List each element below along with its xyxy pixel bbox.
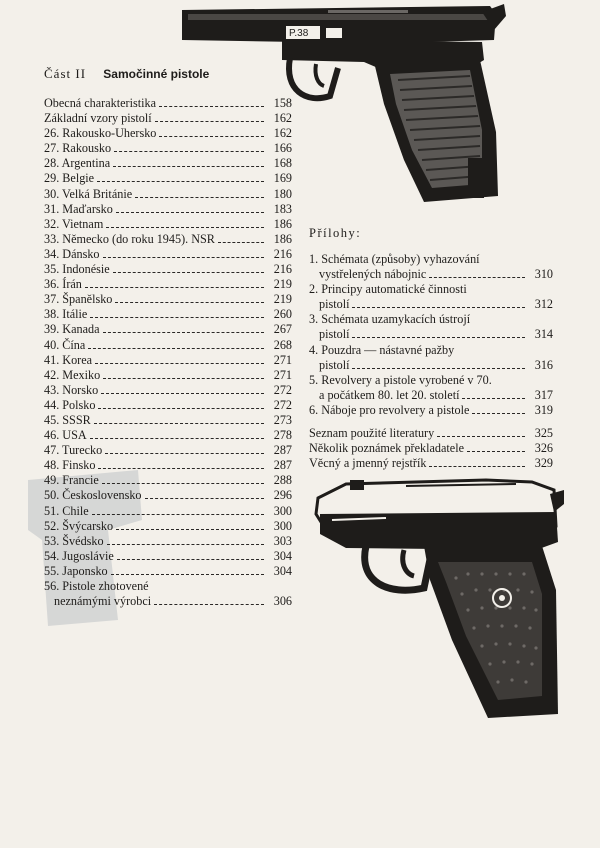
toc-entry: 49. Francie 288 <box>44 473 292 488</box>
toc-entry: 38. Itálie 260 <box>44 307 292 322</box>
appendix-entry: 2. Principy automatické činnosti <box>309 282 467 297</box>
pistol-illustration <box>306 470 566 720</box>
toc-entry: 44. Polsko 272 <box>44 397 292 412</box>
appendix-entry-continuation: pistolí 314 <box>319 327 553 342</box>
toc-entry: 40. Čína 268 <box>44 337 292 352</box>
toc-entry: Obecná charakteristika 158 <box>44 96 292 110</box>
toc-entry: 51. Chile 300 <box>44 503 292 518</box>
toc-entry: 56. Pistole zhotovené <box>44 579 149 593</box>
toc-entry-index: Věcný a jmenný rejstřík 329 <box>309 456 553 471</box>
toc-entry: 31. Maďarsko 183 <box>44 201 292 216</box>
toc-entry: 52. Švýcarsko 300 <box>44 518 292 533</box>
toc-entry: 47. Turecko 287 <box>44 443 292 458</box>
toc-entry: 34. Dánsko 216 <box>44 246 292 261</box>
part-title: Samočinné pistole <box>103 67 210 81</box>
appendix-entry: 5. Revolvery a pistole vyrobené v 70. <box>309 372 492 387</box>
toc-entry: 42. Mexiko 271 <box>44 367 292 382</box>
toc-entry-literature: Seznam použité literatury 325 <box>309 426 553 441</box>
appendix-entry: 1. Schémata (způsoby) vyhazování <box>309 252 480 266</box>
toc-entry: 28. Argentina 168 <box>44 156 292 171</box>
pistol-marking: P.38 <box>289 28 309 39</box>
toc-entry: 33. Německo (do roku 1945). NSR 186 <box>44 231 292 246</box>
toc-entry: 43. Norsko 272 <box>44 382 292 397</box>
toc-left-column <box>44 96 292 609</box>
toc-entry: 45. SSSR 273 <box>44 412 292 427</box>
toc-entry: 46. USA 278 <box>44 428 292 443</box>
toc-entry: 53. Švédsko 303 <box>44 533 292 548</box>
toc-entry: 30. Velká Británie 180 <box>44 186 292 201</box>
toc-entry: 41. Korea 271 <box>44 352 292 367</box>
appendix-entry: 3. Schémata uzamykacích ústrojí <box>309 312 471 327</box>
toc-entry: 29. Belgie 169 <box>44 171 292 186</box>
appendix-entry: 6. Náboje pro revolvery a pistole 319 <box>309 402 553 417</box>
toc-entry: 35. Indonésie 216 <box>44 262 292 277</box>
toc-entry: 55. Japonsko 304 <box>44 563 292 578</box>
toc-entry: 27. Rakousko 166 <box>44 141 292 156</box>
toc-entry: Základní vzory pistolí 162 <box>44 111 292 126</box>
part-label: Část II <box>44 66 87 81</box>
toc-entry: 26. Rakousko-Uhersko 162 <box>44 126 292 141</box>
toc-right-column <box>309 252 553 471</box>
appendix-entry-continuation: vystřelených nábojnic 310 <box>319 267 553 282</box>
appendix-heading: Přílohy: <box>309 226 362 240</box>
toc-entry: 37. Španělsko 219 <box>44 292 292 307</box>
appendix-entry: 4. Pouzdra — nástavné pažby <box>309 342 455 357</box>
toc-entry-translator-notes: Několik poznámek překladatele 326 <box>309 441 553 456</box>
toc-entry: 32. Vietnam 186 <box>44 216 292 231</box>
toc-entry: 39. Kanada 267 <box>44 322 292 337</box>
part-heading <box>44 66 209 82</box>
appendix-entry-continuation: a počátkem 80. let 20. století 317 <box>319 387 553 402</box>
toc-entry: 50. Československo 296 <box>44 488 292 503</box>
toc-entry-continuation: neznámými výrobci 306 <box>54 594 292 609</box>
toc-entry: 36. Írán 219 <box>44 277 292 292</box>
appendix-entry-continuation: pistolí 316 <box>319 357 553 372</box>
toc-entry: 54. Jugoslávie 304 <box>44 548 292 563</box>
appendix-entry-continuation: pistolí 312 <box>319 297 553 312</box>
toc-entry: 48. Finsko 287 <box>44 458 292 473</box>
